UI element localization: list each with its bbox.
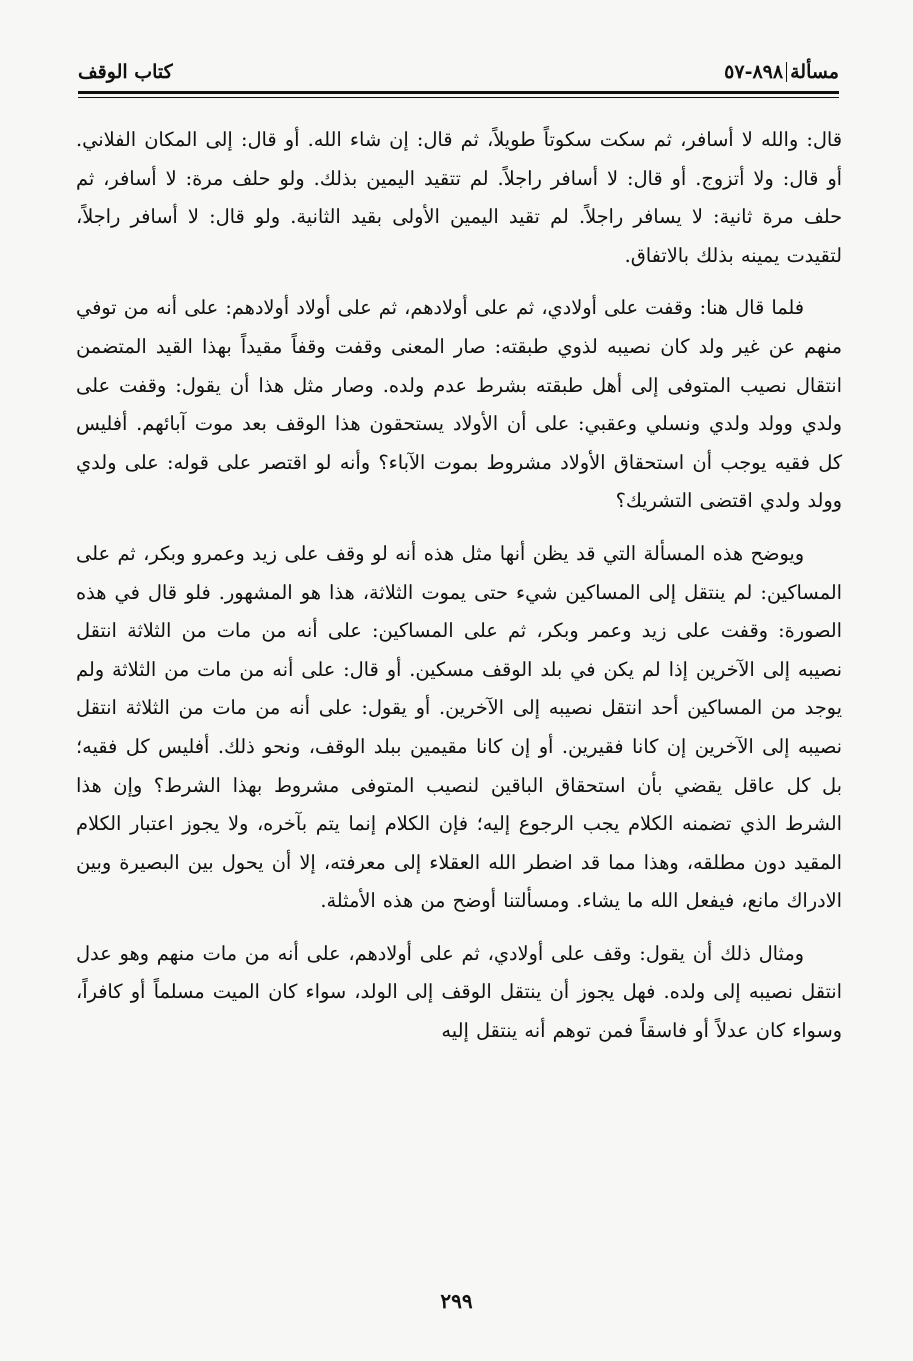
paragraph-2: فلما قال هنا: وقفت على أولادي، ثم على أولادهم، ثم على أولاد أولادهم: على أنه من توفي منهم عن غير ولد كان نصيبه لذوي طبقته: صار المعنى وقفت وقفاً مقيداً بهذا القيد المتضمن انتقال نصيب المتوفى إلى أهل طبقته بشرط عدم ولده. وصار مثل هذا أن يقول: وقفت على ولدي وولد ولدي ونسلي وعقبي: على أن الأولاد يستحقون هذا الوقف بعد موت آبائهم. أفليس كل فقيه يوجب أن استحقاق الأولاد مشروط بموت الآباء؟ وأنه لو اقتصر على قوله: على ولدي وولد ولدي اقتضى التشريك؟	[76, 296, 842, 513]
page-number: ٢٩٩	[440, 1289, 473, 1313]
book-title: كتاب الوقف	[78, 61, 173, 83]
paragraph-3: ويوضح هذه المسألة التي قد يظن أنها مثل هذه أنه لو وقف على زيد وعمرو وبكر، ثم على المساكين: لم ينتقل إلى المساكين شيء حتى يموت الثلاثة، هذا هو المشهور. فلو قال في هذه الصورة: وقفت على زيد وعمر وبكر، ثم على المساكين: على أنه من مات من الثلاثة انتقل نصيبه إلى الآخرين إذا لم يكن في بلد الوقف مسكين. أو قال: على أنه من مات من الثلاثة ولم يوجد من المساكين أحد انتقل نصيبه إلى الآخرين. أو يقول: على أنه من مات من الثلاثة انتقل نصيبه إلى الآخرين إن كانا فقيرين. أو إن كانا مقيمين ببلد الوقف، ونحو ذلك. أفليس كل فقيه؛ بل كل عاقل يقضي بأن استحقاق الباقين لنصيب المتوفى مشروط بهذا الشرط؟ وإن هذا الشرط الذي تضمنه الكلام يجب الرجوع إليه؛ فإن الكلام إنما يتم بآخره، ولا يجوز اعتبار الكلام المقيد دون مطلقه، وهذا مما قد اضطر الله العقلاء إلى معرفته، إلا أن يحول بين البصيرة وبين الادراك مانع، فيفعل الله ما يشاء. ومسألتنا أوضح من هذه الأمثلة.	[76, 541, 842, 913]
issue-number: ٨٩٨-٥٧	[724, 61, 784, 83]
header-rule-thin	[78, 97, 839, 98]
paragraph-4: ومثال ذلك أن يقول: وقف على أولادي، ثم على أولادهم، على أنه من مات منهم وهو عدل انتقل نصيبه إلى ولده. فهل يجوز أن ينتقل الوقف إلى الولد، سواء كان الميت مسلماً أو كافراً، وسواء كان عدلاً أو فاسقاً فمن توهم أنه ينتقل إليه	[76, 941, 842, 1043]
header-separator	[786, 62, 787, 82]
header-rule-thick	[78, 91, 839, 94]
issue-label: مسألة	[790, 61, 839, 83]
page-body	[76, 121, 842, 1051]
running-header	[78, 58, 839, 84]
paragraph-1: قال: والله لا أسافر، ثم سكت سكوتاً طويلاً، ثم قال: إن شاء الله. أو قال: إلى المكان الفلاني. أو قال: ولا أتزوج. أو قال: لا أسافر راجلاً. لم تتقيد اليمين بذلك. ولو حلف مرة: لا أسافر، ثم حلف مرة ثانية: لا يسافر راجلاً. لم تقيد اليمين الأولى بقيد الثانية. ولو قال: لا أسافر راجلاً، لتقيدت يمينه بذلك بالاتفاق.	[76, 128, 842, 267]
header-issue	[724, 60, 839, 84]
